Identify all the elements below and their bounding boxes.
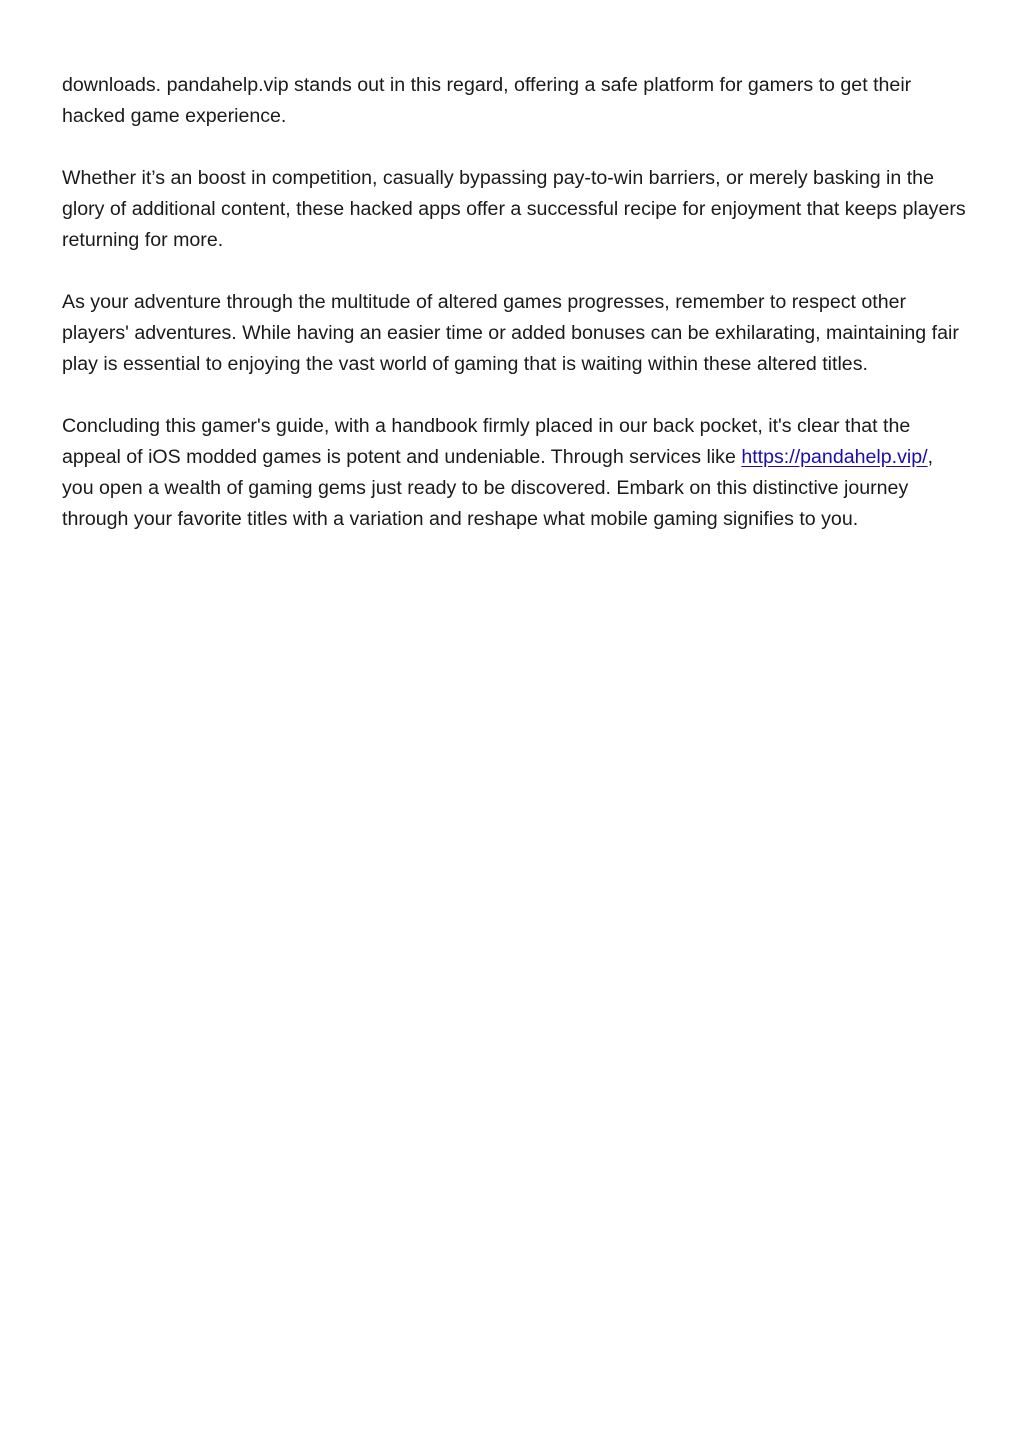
conclusion-text-after-link: , you open a wealth of gaming gems just ready to be discovered. Embark on this distinctive journey through your favorite titles with a variation and reshape what mobile gaming signifies to you. [62,446,934,530]
paragraph-intro: downloads. pandahelp.vip stands out in this regard, offering a safe platform for gamers to get their hacked game experience. [62,74,912,127]
paragraph-fair-play: As your adventure through the multitude of altered games progresses, remember to respect other players' adventures. While having an easier time or added bonuses can be exhilarating, maintaining fair play is essential to enjoying the vast world of gaming that is waiting within these altered titles. [62,291,959,375]
paragraph-conclusion [62,411,967,535]
document-page [62,70,967,566]
conclusion-text-before-link: Concluding this gamer's guide, with a handbook firmly placed in our back pocket, it's clear that the appeal of iOS modded games is potent and undeniable. Through services like [62,415,911,468]
paragraph-benefits: Whether it’s an boost in competition, casually bypassing pay-to-win barriers, or merely basking in the glory of additional content, these hacked apps offer a successful recipe for enjoyment that keeps players returning for more. [62,167,966,251]
pandahelp-link[interactable]: https://pandahelp.vip/ [741,446,928,468]
